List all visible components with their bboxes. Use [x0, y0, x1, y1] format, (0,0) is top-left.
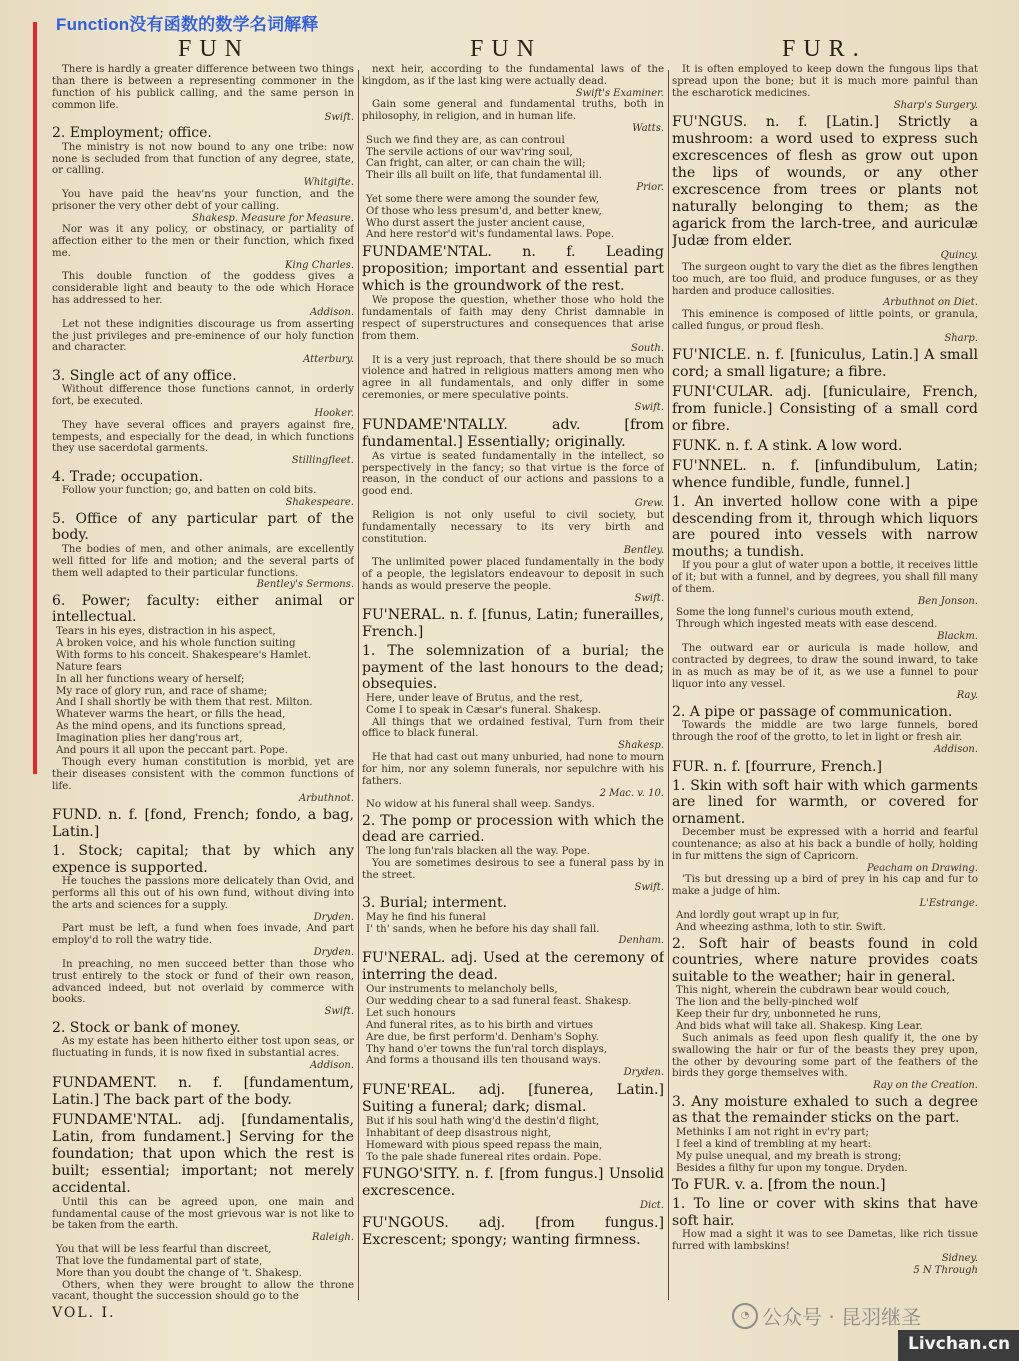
verse-line: Nature fears [56, 661, 122, 673]
verse-line: But if his soul hath wing'd the destin'd flight, [366, 1115, 600, 1127]
verse-line: I feel a kind of trembling at my heart: [676, 1138, 871, 1150]
citation: Dict. [639, 1200, 664, 1212]
example-quote: As virtue is seated fundamentally in the intellect, so perspectively in the fancy; so that virtue is the force of reason, in the conduct of our actions and passions to a good end. [362, 450, 664, 498]
citation: Sidney. [941, 1253, 978, 1265]
verse-line: Our wedding chear to a sad funeral feast. Shakesp. [366, 995, 632, 1007]
sense-definition: 2. The pomp or procession with which the dead are carried. [362, 812, 664, 846]
sense-definition: 5. Office of any particular part of the body. [52, 510, 354, 544]
sense-definition: 1. Skin with soft hair with which garments are lined for warmth, or covered for ornament. [672, 777, 978, 827]
verse-line: Who durst assert the juster ancient cause, [366, 217, 586, 229]
example-quote: You have paid the heav'ns your function, and the prisoner the very other debt of your calling. [52, 188, 354, 212]
example-quote: This eminence is composed of little points, or granula, called fungus, or proud flesh. [672, 308, 978, 332]
verse-line: My pulse unequal, and my breath is strong; [676, 1150, 902, 1162]
example-quote: Gain some general and fundamental truths, both in philosophy, in religion, and in human life. [362, 99, 664, 123]
verse-line: And wheezing asthma, loth to stir. Swift. [676, 921, 886, 933]
verse-line: Come I to speak in Cæsar's funeral. Shakesp. [366, 704, 602, 716]
example-quote: Such animals as feed upon flesh qualify it, the one by swallowing the hair or fur of the beasts they prey upon, the other by devouring some part of the feathers of the birds they gorge themselves with. [672, 1032, 978, 1080]
citation: Sharp's Surgery. [893, 99, 978, 111]
headword-entry: To FUR. v. a. [from the noun.] [672, 1177, 886, 1194]
citation: Addison. [934, 744, 978, 756]
citation: Swift. [634, 402, 664, 414]
citation: Shakesp. [618, 740, 664, 752]
verse-line: That love the fundamental part of state, [56, 1255, 263, 1267]
verse-line: More than you doubt the change of 't. Shakesp. [56, 1267, 302, 1279]
headword-entry: FU'NERAL. n. f. [funus, Latin; funerailles, French.] [362, 607, 664, 641]
sense-definition: 2. A pipe or passage of communication. [672, 703, 953, 720]
example-quote: Religion is not only useful to civil society, but fundamentally necessary to its very birth and constitution. [362, 509, 664, 545]
citation: Dryden. [313, 911, 354, 923]
verse-line: And forms a thousand ills ten thousand ways. [366, 1055, 602, 1067]
example-quote: December must be expressed with a horrid and fearful countenance; as also at his back a bundle of holly, holding in fur mittens the sign of Capricorn. [672, 827, 978, 863]
example-quote: Without difference those functions cannot, in orderly fort, be executed. [52, 384, 354, 408]
example-quote: In preaching, no men succeed better than those who trust entirely to the stock or fund of their own reason, advanced indeed, but not overlaid by commerce with books. [52, 958, 354, 1006]
verse-line: Of those who less presum'd, and better knew, [366, 205, 602, 217]
column-rule-right [668, 70, 669, 1300]
headword-entry: FUNI'CULAR. adj. [funiculaire, French, from funicle.] Consisting of a small cord or fibre. [672, 384, 978, 435]
verse-line: Keep their fur dry, unbonneted he runs, [676, 1008, 882, 1020]
verse-line: Methinks I am not right in ev'ry part; [676, 1126, 869, 1138]
citation: Sharp. [944, 332, 978, 344]
headword-entry: FU'NNEL. n. f. [infundibulum, Latin; whence fundible, fundle, funnel.] [672, 458, 978, 492]
example-quote: There is hardly a greater difference between two things than there is between a representing commoner in the function of his publick calling, and the same person in common life. [52, 64, 354, 111]
verse-line: Besides a filthy fur upon my tongue. Dryden. [676, 1162, 908, 1174]
citation: Shakespeare. [285, 497, 354, 509]
verse-line: The long fun'rals blacken all the way. Pope. [366, 845, 591, 857]
headword-entry: FUNE'REAL. adj. [funerea, Latin.] Suiting a funeral; dark; dismal. [362, 1081, 664, 1115]
sense-definition: 2. Soft hair of beasts found in cold countries, where nature provides coats suitable to the weather; hair in general. [672, 935, 978, 985]
sense-definition: 2. Employment; office. [52, 125, 212, 142]
verse-line: And here restor'd wit's fundamental laws. Pope. [366, 229, 615, 241]
verse-line: A broken voice, and his whole function suiting [56, 637, 296, 649]
citation: Hooker. [314, 408, 354, 420]
running-head-right: FUR. [782, 36, 867, 62]
citation: Ray. [956, 690, 978, 702]
verse-line: Yet some there were among the sounder few, [366, 193, 599, 205]
verse-line: My race of glory run, and race of shame; [56, 685, 268, 697]
headword-entry: FU'NICLE. n. f. [funiculus, Latin.] A small cord; a small ligature; a fibre. [672, 347, 978, 381]
sense-definition: 3. Burial; interment. [362, 895, 508, 912]
verse-line: To the pale shade funereal rites ordain. Pope. [366, 1151, 602, 1163]
example-quote: The outward ear or auricula is made hollow, and contracted by degrees, to draw the sound inward, to take in as much as may be of it, as we use a funnel to pour liquor into any vessel. [672, 642, 978, 690]
citation: Bentley. [623, 545, 664, 557]
verse-line: No widow at his funeral shall weep. Sandys. [366, 799, 595, 811]
verse-line: I' th' sands, when he before his day shall fall. [366, 923, 600, 935]
example-quote: Nor was it any policy, or obstinacy, or partiality of affection either to the men or their function, which fixed me. [52, 224, 354, 259]
column-left [52, 64, 354, 1317]
citation: South. [631, 343, 664, 354]
column-rule-left [358, 70, 359, 1300]
verse-line: And pours it all upon the peccant part. Pope. [56, 745, 288, 757]
verse-line: Some the long funnel's curious mouth extend, [676, 607, 914, 619]
citation: Dryden. [623, 1067, 664, 1079]
verse-line: Let such honours [366, 1007, 456, 1019]
verse-line: Their ills all built on life, that fundamental ill. [366, 170, 602, 182]
citation: L'Estrange. [919, 898, 978, 910]
example-quote: next heir, according to the fundamental laws of the kingdom, as if the last king were actually dead. [362, 64, 664, 87]
sense-definition: 4. Trade; occupation. [52, 468, 204, 485]
citation: Peacham on Drawing. [866, 862, 978, 874]
citation: Arbuthnot. [299, 792, 354, 804]
example-quote: Though every human constitution is morbid, yet are their diseases consistent with the common functions of life. [52, 756, 354, 792]
verse-line: Whatever warms the heart, or fills the head, [56, 709, 286, 721]
citation: Swift. [634, 881, 664, 893]
sense-definition: 1. An inverted hollow cone with a pipe descending from it, through which liquors are poured into vessels with narrow mouths; a tundish. [672, 494, 978, 560]
wechat-icon: ◔ [732, 1303, 758, 1329]
example-quote: We propose the question, whether those who hold the fundamentals of faith may deny Christ damnable in respect of superstructures and consequences that arise from them. [362, 295, 664, 343]
headword-entry: FUNGO'SITY. n. f. [from fungus.] Unsolid excrescence. [362, 1166, 664, 1200]
citation: Addison. [310, 1060, 354, 1072]
verse-line: And funeral rites, as to his birth and virtues [366, 1019, 594, 1031]
verse-line: This night, wherein the cubdrawn bear would couch, [676, 985, 950, 997]
example-quote: He touches the passions more delicately than Ovid, and performs all this out of his own fund, without diving into the arts and sciences for a supply. [52, 876, 354, 911]
sense-definition: 1. Stock; capital; that by which any expence is supported. [52, 843, 354, 876]
verse-line: And bids what will take all. Shakesp. King Lear. [676, 1020, 923, 1032]
example-quote: As my estate has been hitherto either tost upon seas, or fluctuating in funds, it is now fixed in substantial acres. [52, 1036, 354, 1060]
verse-line: Such we find they are, as can controul [366, 134, 565, 146]
overlay-title: Function没有函数的数学名词解释 [56, 15, 319, 34]
citation: Whitgifte. [303, 177, 354, 189]
verse-line: Thy hand o'er towns the fun'ral torch displays, [366, 1043, 608, 1055]
sense-definition: 3. Any moisture exhaled to such a degree as that the remainder sticks on the part. [672, 1093, 978, 1127]
example-quote: 'Tis but dressing up a bird of prey in his cap and fur to make a judge of him. [672, 874, 978, 898]
citation: Swift. [634, 592, 664, 604]
headword-entry: FUNDAME'NTALLY. adv. [from fundamental.] Essentially; originally. [362, 416, 664, 450]
verse-line: As the mind opens, and its functions spread, [56, 721, 286, 733]
column-right [672, 64, 978, 1317]
verse-line: Can fright, can alter, or can chain the will; [366, 158, 586, 170]
example-quote: They have several offices and prayers against fire, tempests, and especially for the dead, in which functions they use sacerdotal garments. [52, 419, 354, 455]
verse-line: You that will be less fearful than discreet, [56, 1243, 272, 1255]
example-quote: The unlimited power placed fundamentally in the body of a people, the legislators endeavour to deposit in such hands as would preserve the people. [362, 556, 664, 592]
headword-entry: FUNK. n. f. A stink. A low word. [672, 438, 903, 455]
verse-line: Here, under leave of Brutus, and the rest, [366, 692, 583, 704]
citation: Raleigh. [311, 1232, 354, 1244]
citation: Addison. [310, 307, 354, 319]
running-head-center: FUN [470, 36, 543, 62]
example-quote: How mad a sight it was to see Dametas, like rich tissue furred with lambskins! [672, 1229, 978, 1253]
headword-entry: FUNDAMENT. n. f. [fundamentum, Latin.] The back part of the body. [52, 1074, 354, 1108]
example-quote: All things that we ordained festival, Turn from their office to black funeral. [362, 716, 664, 740]
citation: Ben Jonson. [917, 595, 978, 607]
example-quote: If you pour a glut of water upon a bottle, it receives little of it; but with a funnel, and by degrees, you shall fill many of them. [672, 560, 978, 596]
headword-entry: FU'NERAL. adj. Used at the ceremony of interring the dead. [362, 949, 664, 983]
verse-line: And I shall shortly be with them that rest. Milton. [56, 697, 313, 709]
citation: Stillingfleet. [291, 455, 354, 467]
example-quote: The ministry is not now bound to any one tribe: now none is secluded from that function of any degree, state, or calling. [52, 141, 354, 177]
example-quote: You are sometimes desirous to see a funeral pass by in the street. [362, 857, 664, 881]
example-quote: This double function of the goddess gives a considerable light and beauty to the ode which Horace has addressed to her. [52, 271, 354, 307]
verse-line: The lion and the belly-pinched wolf [676, 996, 858, 1008]
sense-definition: 3. Single act of any office. [52, 367, 237, 384]
volume-footer: VOL. I. [52, 1305, 116, 1317]
headword-entry: FUNDAME'NTAL. adj. [fundamentalis, Latin, from fundament.] Serving for the foundation; that upon which the rest is built; essential; important; not merely accidental. [52, 1111, 354, 1196]
verse-line: The servile actions of our wav'ring soul, [366, 146, 573, 158]
example-quote: Part must be left, a fund when foes invade, And part employ'd to roll the watry tide. [52, 923, 354, 947]
citation: Shakesp. Measure for Measure. [192, 212, 354, 224]
verse-line: And lordly gout wrapt up in fur, [676, 909, 840, 921]
sense-definition: 2. Stock or bank of money. [52, 1019, 241, 1036]
citation: 5 N Through [913, 1264, 978, 1276]
headword-entry: FUNDAME'NTAL. n. f. Leading proposition; important and essential part which is the groundwork of the rest. [362, 244, 664, 295]
citation: King Charles. [285, 259, 354, 271]
sense-definition: 6. Power; faculty: either animal or intellectual. [52, 592, 354, 626]
headword-entry: FU'NGUS. n. f. [Latin.] Strictly a mushroom: a word used to express such excrescences of flesh as grow out upon the lips of wounds, or any other excrescence from trees or plants not naturally belonging to them; as the agarick from the larch-tree, and auriculæ Judæ from elder. [672, 114, 978, 250]
example-quote: Follow your function; go, and batten on cold bits. [62, 485, 317, 497]
citation: Blackm. [937, 631, 978, 643]
watermark-label: 公众号 · 昆羽继圣 [762, 1305, 922, 1329]
example-quote: Let not these indignities discourage us from asserting the just privileges and pre-eminence of our holy function and character. [52, 318, 354, 354]
red-highlight-bar [33, 22, 37, 774]
verse-line: Tears in his eyes, distraction in his aspect, [56, 625, 276, 637]
verse-line: With forms to his conceit. Shakespeare's Hamlet. [56, 649, 312, 661]
example-quote: It is often employed to keep down the fungous lips that spread upon the bone; but it is much more painful than the escharotick medicines. [672, 64, 978, 99]
example-quote: Others, when they were brought to allow the throne vacant, thought the succession should go to the [52, 1279, 354, 1303]
example-quote: The bodies of men, and other animals, are excellently well fitted for life and motion; and the several parts of them well adapted to their particular functions. [52, 543, 354, 579]
verse-line: Our instruments to melancholy bells, [366, 983, 558, 995]
verse-line: May he find his funeral [366, 911, 486, 923]
citation: Quincy. [940, 250, 978, 262]
verse-line: Are due, be first perform'd. Denham's Sophy. [366, 1031, 599, 1043]
citation: Watts. [632, 123, 664, 135]
citation: Swift. [324, 1006, 354, 1018]
example-quote: Towards the middle are two large funnels, bored through the roof of the grotto, to let in light or fresh air. [672, 720, 978, 744]
headword-entry: FUND. n. f. [fond, French; fondo, a bag, Latin.] [52, 807, 354, 841]
headword-entry: FU'NGOUS. adj. [from fungus.] Excrescent; spongy; wanting firmness. [362, 1214, 664, 1248]
citation: Grew. [634, 498, 664, 510]
citation: Denham. [618, 935, 664, 947]
citation: Dryden. [313, 947, 354, 959]
verse-line: Imagination plies her dang'rous art, [56, 733, 243, 745]
sense-definition: 1. To line or cover with skins that have soft hair. [672, 1196, 978, 1229]
citation: Bentley's Sermons. [256, 579, 354, 591]
citation: Ray on the Creation. [873, 1080, 978, 1092]
verse-line: Inhabitant of deep disastrous night, [366, 1127, 552, 1139]
column-middle [362, 64, 664, 1317]
site-watermark-text: Livchan.cn [908, 1334, 1011, 1354]
running-head-left: FUN [178, 36, 251, 62]
example-quote: It is a very just reproach, that there should be so much violence and hatred in religious matters among men who agree in all fundamentals, and only differ in some ceremonies, or mere speculative points. [362, 354, 664, 402]
verse-line: In all her functions weary of herself; [56, 673, 245, 685]
site-watermark [898, 1330, 1019, 1361]
example-quote: Until this can be agreed upon, one main and fundamental cause of the most grievous war is not like to be taken from the earth. [52, 1196, 354, 1232]
citation: 2 Mac. v. 10. [599, 787, 664, 799]
example-quote: The surgeon ought to vary the diet as the fibres lengthen too much, are too fluid, and produce funguses, or as they harden and produce callosities. [672, 261, 978, 297]
citation: Prior. [636, 182, 664, 194]
verse-line: Through which ingested meats with ease descend. [676, 619, 938, 631]
citation: Arbuthnot on Diet. [883, 297, 978, 309]
example-quote: He that had cast out many unburied, had none to mourn for him, nor any solemn funerals, nor sepulchre with his fathers. [362, 751, 664, 787]
citation: Atterbury. [303, 354, 354, 366]
verse-line: Homeward with pious speed repass the main, [366, 1139, 603, 1151]
citation: Swift. [324, 111, 354, 123]
sense-definition: 1. The solemnization of a burial; the payment of the last honours to the dead; obsequies. [362, 643, 664, 693]
citation: Swift's Examiner. [575, 87, 664, 99]
headword-entry: FUR. n. f. [fourrure, French.] [672, 758, 883, 775]
